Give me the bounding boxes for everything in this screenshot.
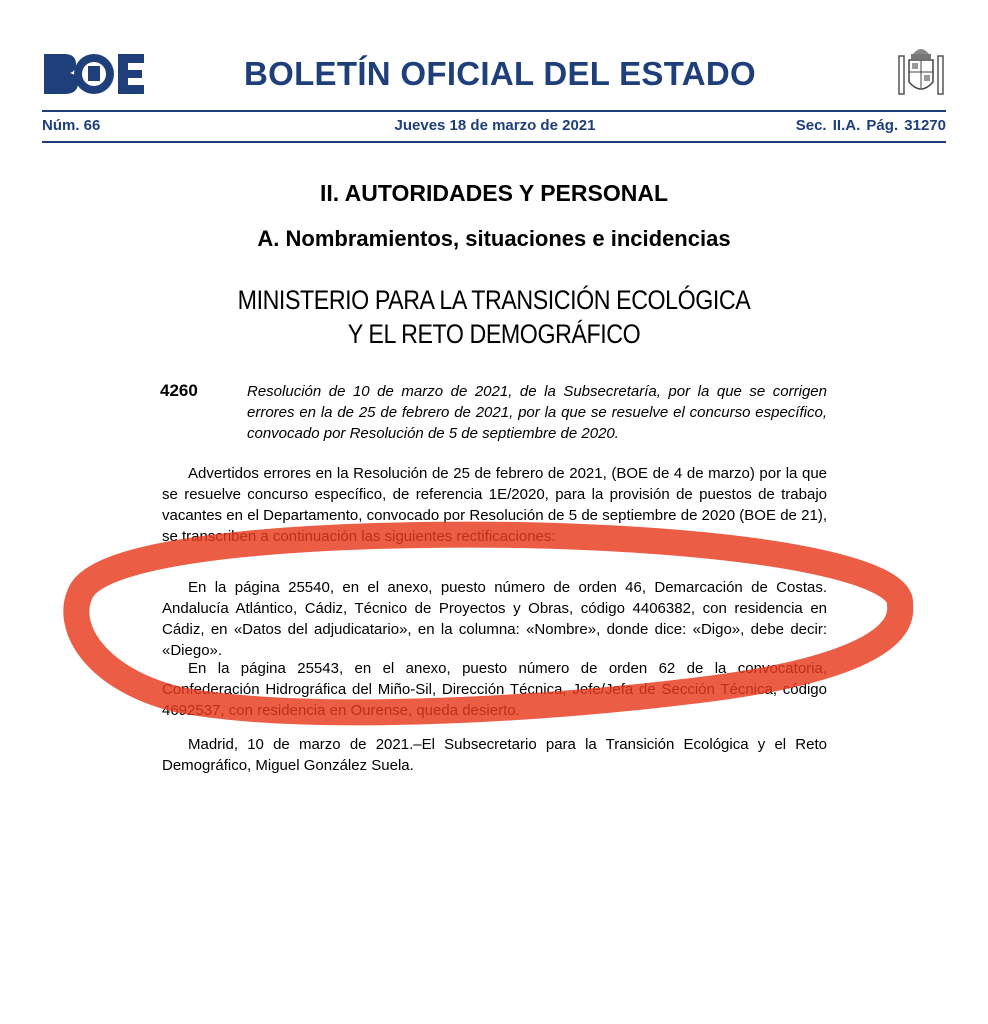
ministry-line-1: MINISTERIO PARA LA TRANSICIÓN ECOLÓGICA: [237, 285, 751, 315]
body-paragraph-correction-1: En la página 25540, en el anexo, puesto número de orden 46, Demarcación de Costas. Andalucía Atlántico, Cádiz, Técnico de Proyectos y Obras, código 4406382, con residencia en Cádiz, en «Datos del adjudicatario», en la columna: «Nombre», donde dice: «Digo», debe decir: «Diego».: [162, 579, 827, 659]
header-rule-top: [42, 110, 946, 112]
ministry-line-2: Y EL RETO DEMOGRÁFICO: [347, 319, 641, 349]
issue-date: Jueves 18 de marzo de 2021: [394, 117, 596, 134]
coat-of-arms-icon: [893, 44, 949, 102]
body-paragraph-intro: Advertidos errores en la Resolución de 25 de febrero de 2021, (BOE de 4 de marzo) por la que se resuelve concurso específico, de referencia 1E/2020, para la provisión de puestos de trabajo vacantes en el Departamento, convocado por Resolución de 5 de septiembre de 2020 (BOE de 21), se transcriben a continuación las siguientes rectificaciones:: [162, 465, 827, 545]
resolution-number: 4260: [160, 381, 198, 400]
subsection-heading: A. Nombramientos, situaciones e incidencias: [257, 226, 731, 251]
section-heading: II. AUTORIDADES Y PERSONAL: [319, 180, 669, 206]
gazette-title: BOLETÍN OFICIAL DEL ESTADO: [244, 55, 756, 92]
header-rule-bottom: [42, 141, 946, 143]
issue-number: Núm. 66: [42, 117, 101, 134]
body-paragraph-signature: Madrid, 10 de marzo de 2021.–El Subsecretario para la Transición Ecológica y el Reto Demográfico, Miguel González Suela.: [162, 736, 827, 774]
resolution-summary: Resolución de 10 de marzo de 2021, de la Subsecretaría, por la que se corrigen errores en la de 25 de febrero de 2021, por la que se resuelve el concurso específico, convocado por Resolución de 5 de septiembre de 2020.: [247, 383, 827, 442]
section-page: Sec. II.A. Pág. 31270: [795, 117, 946, 134]
body-paragraph-correction-2: En la página 25543, en el anexo, puesto número de orden 62 de la convocatoria, Confederación Hidrográfica del Miño-Sil, Dirección Técnica, Jefe/Jefa de Sección Técnica, código 4692537, con residencia en Ourense, queda desierto.: [162, 660, 827, 719]
boe-logo: [42, 52, 146, 96]
